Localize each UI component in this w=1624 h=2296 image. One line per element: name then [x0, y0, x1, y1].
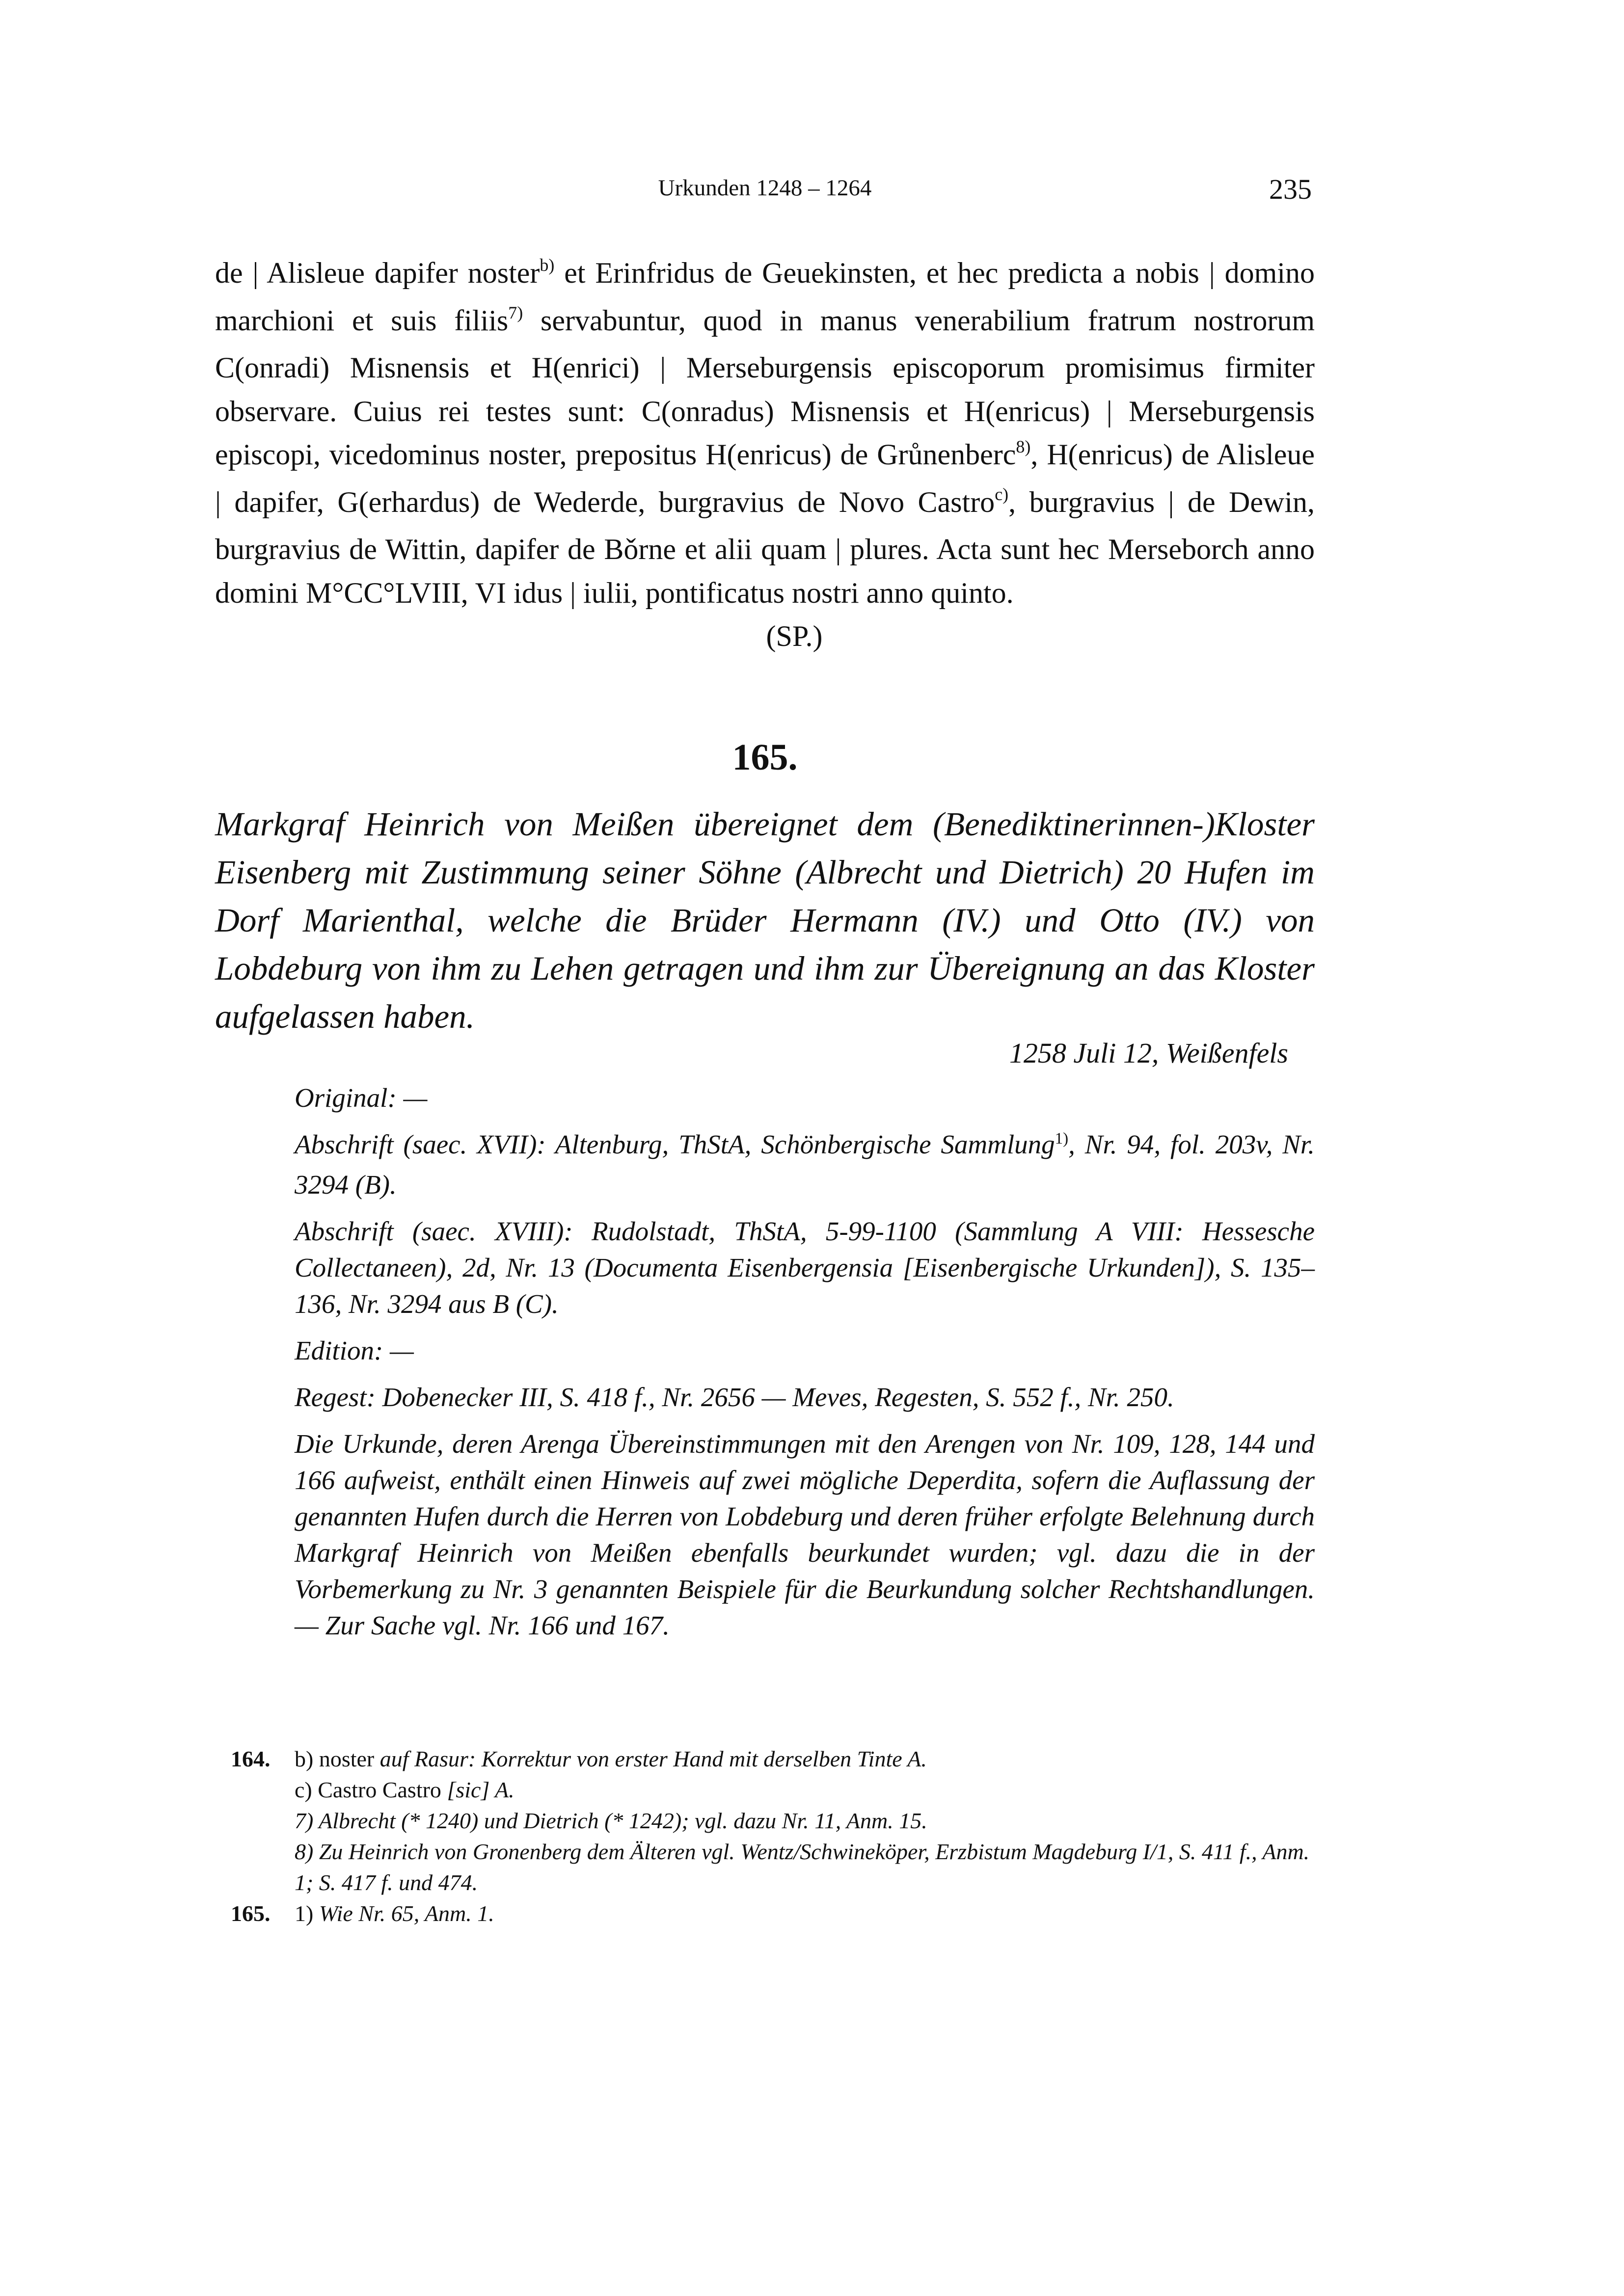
footnote-item [231, 1898, 1315, 1929]
source-copy-xvii-text-end: , Nr. 94, fol. 203v, Nr. 3294 (B). [295, 1129, 1315, 1200]
footnote-item [231, 1774, 1315, 1805]
regest-heading: Markgraf Heinrich von Meißen übereignet dem (Benediktinerinnen-)Kloster Eisenberg mit Zustimmung seiner Söhne (Albrecht und Dietrich) 20 Hufen im Dorf Marienthal, welche die Brüder Hermann (IV.) und Otto (IV.) von Lobdeburg von ihm zu Lehen getragen und ihm zur Übereignung an das Kloster aufgelassen haben. [215, 805, 1315, 1035]
source-original: Original: — [295, 1083, 428, 1113]
charter-paragraph [215, 251, 1315, 614]
document-number: 165. [732, 737, 798, 778]
source-apparatus [295, 1080, 1315, 1654]
page-header [215, 173, 1315, 207]
source-regest: Regest: Dobenecker III, S. 418 f., Nr. 2656 — Meves, Regesten, S. 552 f., Nr. 250. [295, 1382, 1174, 1412]
source-copy-xviii: Abschrift (saec. XVIII): Rudolstadt, ThStA, 5-99-1100 (Sammlung A VIII: Hessesche Collectaneen), 2d, Nr. 13 (Documenta Eisenbergensia [Eisenbergische Urkunden]), S. 135–136, Nr. 3294 aus B (C). [295, 1216, 1315, 1319]
footnotes [231, 1743, 1315, 1929]
footnote-text: Wie Nr. 65, Anm. 1. [319, 1901, 494, 1926]
footnote-item: 7) Albrecht (* 1240) und Dietrich (* 1242); vgl. dazu Nr. 11, Anm. 15. [295, 1808, 927, 1833]
footnote-label: c) Castro Castro [295, 1777, 447, 1802]
text-segment: , H(enricus) de Alisleue | dapifer, G(erhardus) de Wederde, burgravius de Novo Castro [215, 438, 1315, 518]
seal-mark: (SP.) [766, 620, 823, 652]
source-copy-xvii-text: Abschrift (saec. XVII): Altenburg, ThStA, Schönbergische Sammlung [295, 1129, 1055, 1159]
footnote-item [231, 1743, 1315, 1774]
text-segment: servabuntur, quod in manus venerabilium fratrum nostrorum C(onradi) Misnensis et H(enrici) | Merseburgensis episcoporum promisimus firmiter observare. Cuius rei testes sunt: C(onradus) Misnensis et H(enricus) | Merseburgensis episcopi, vicedominus noster, prepositus H(enricus) de Grůnenberc [215, 304, 1315, 471]
running-title: Urkunden 1248 – 1264 [658, 175, 872, 201]
footnote-item: 8) Zu Heinrich von Gronenberg dem Älteren vgl. Wentz/Schwineköper, Erzbistum Magdeburg I/1, S. 411 f., Anm. 1; S. 417 f. und 474. [295, 1839, 1310, 1895]
text-segment: , burgravius | de Dewin, burgravius de Wittin, dapifer de Bǒrne et alii quam | plures. Acta sunt hec Merseborch anno domini M°CC°LVIII, VI idus | iulii, pontificatus nostri anno quinto. [215, 485, 1315, 609]
charter-text-continuation [215, 251, 1315, 658]
footnote-text: [sic] A. [447, 1777, 514, 1802]
source-copy-xvii [295, 1126, 1315, 1203]
source-edition: Edition: — [295, 1335, 414, 1365]
footnote-ref-b: b) [540, 255, 555, 275]
text-segment: et Erinfridus de Geuekinsten, et hec predicta a nobis | domino marchioni et suis filiis [215, 257, 1315, 337]
footnote-label: b) noster [295, 1746, 380, 1771]
footnote-ref-7: 7) [508, 302, 523, 322]
footnote-text: auf Rasur: Korrektur von erster Hand mit derselben Tinte A. [379, 1746, 927, 1771]
source-commentary: Die Urkunde, deren Arenga Übereinstimmungen mit den Arengen von Nr. 109, 128, 144 und 166 aufweist, enthält einen Hinweis auf zwei mögliche Deperdita, sofern die Auflassung der genannten Hufen durch die Herren von Lobdeburg und deren früher erfolgte Belehnung durch Markgraf Heinrich von Meißen ebenfalls beurkundet wurden; vgl. dazu die in der Vorbemerkung zu Nr. 3 genannten Beispiele für die Beurkundung solcher Rechtshandlungen. — Zur Sache vgl. Nr. 166 und 167. [295, 1429, 1315, 1640]
footnote-ref-c: c) [995, 484, 1009, 504]
footnote-label: 1) [295, 1901, 319, 1926]
page-number: 235 [1269, 173, 1312, 205]
footnote-group-number: 164. [231, 1746, 271, 1771]
text-segment: de | Alisleue dapifer noster [215, 257, 540, 289]
footnote-group-number: 165. [231, 1901, 271, 1926]
date-place: 1258 Juli 12, Weißenfels [1009, 1037, 1288, 1069]
footnote-ref-8: 8) [1016, 437, 1031, 456]
footnote-ref-1: 1) [1055, 1130, 1069, 1148]
